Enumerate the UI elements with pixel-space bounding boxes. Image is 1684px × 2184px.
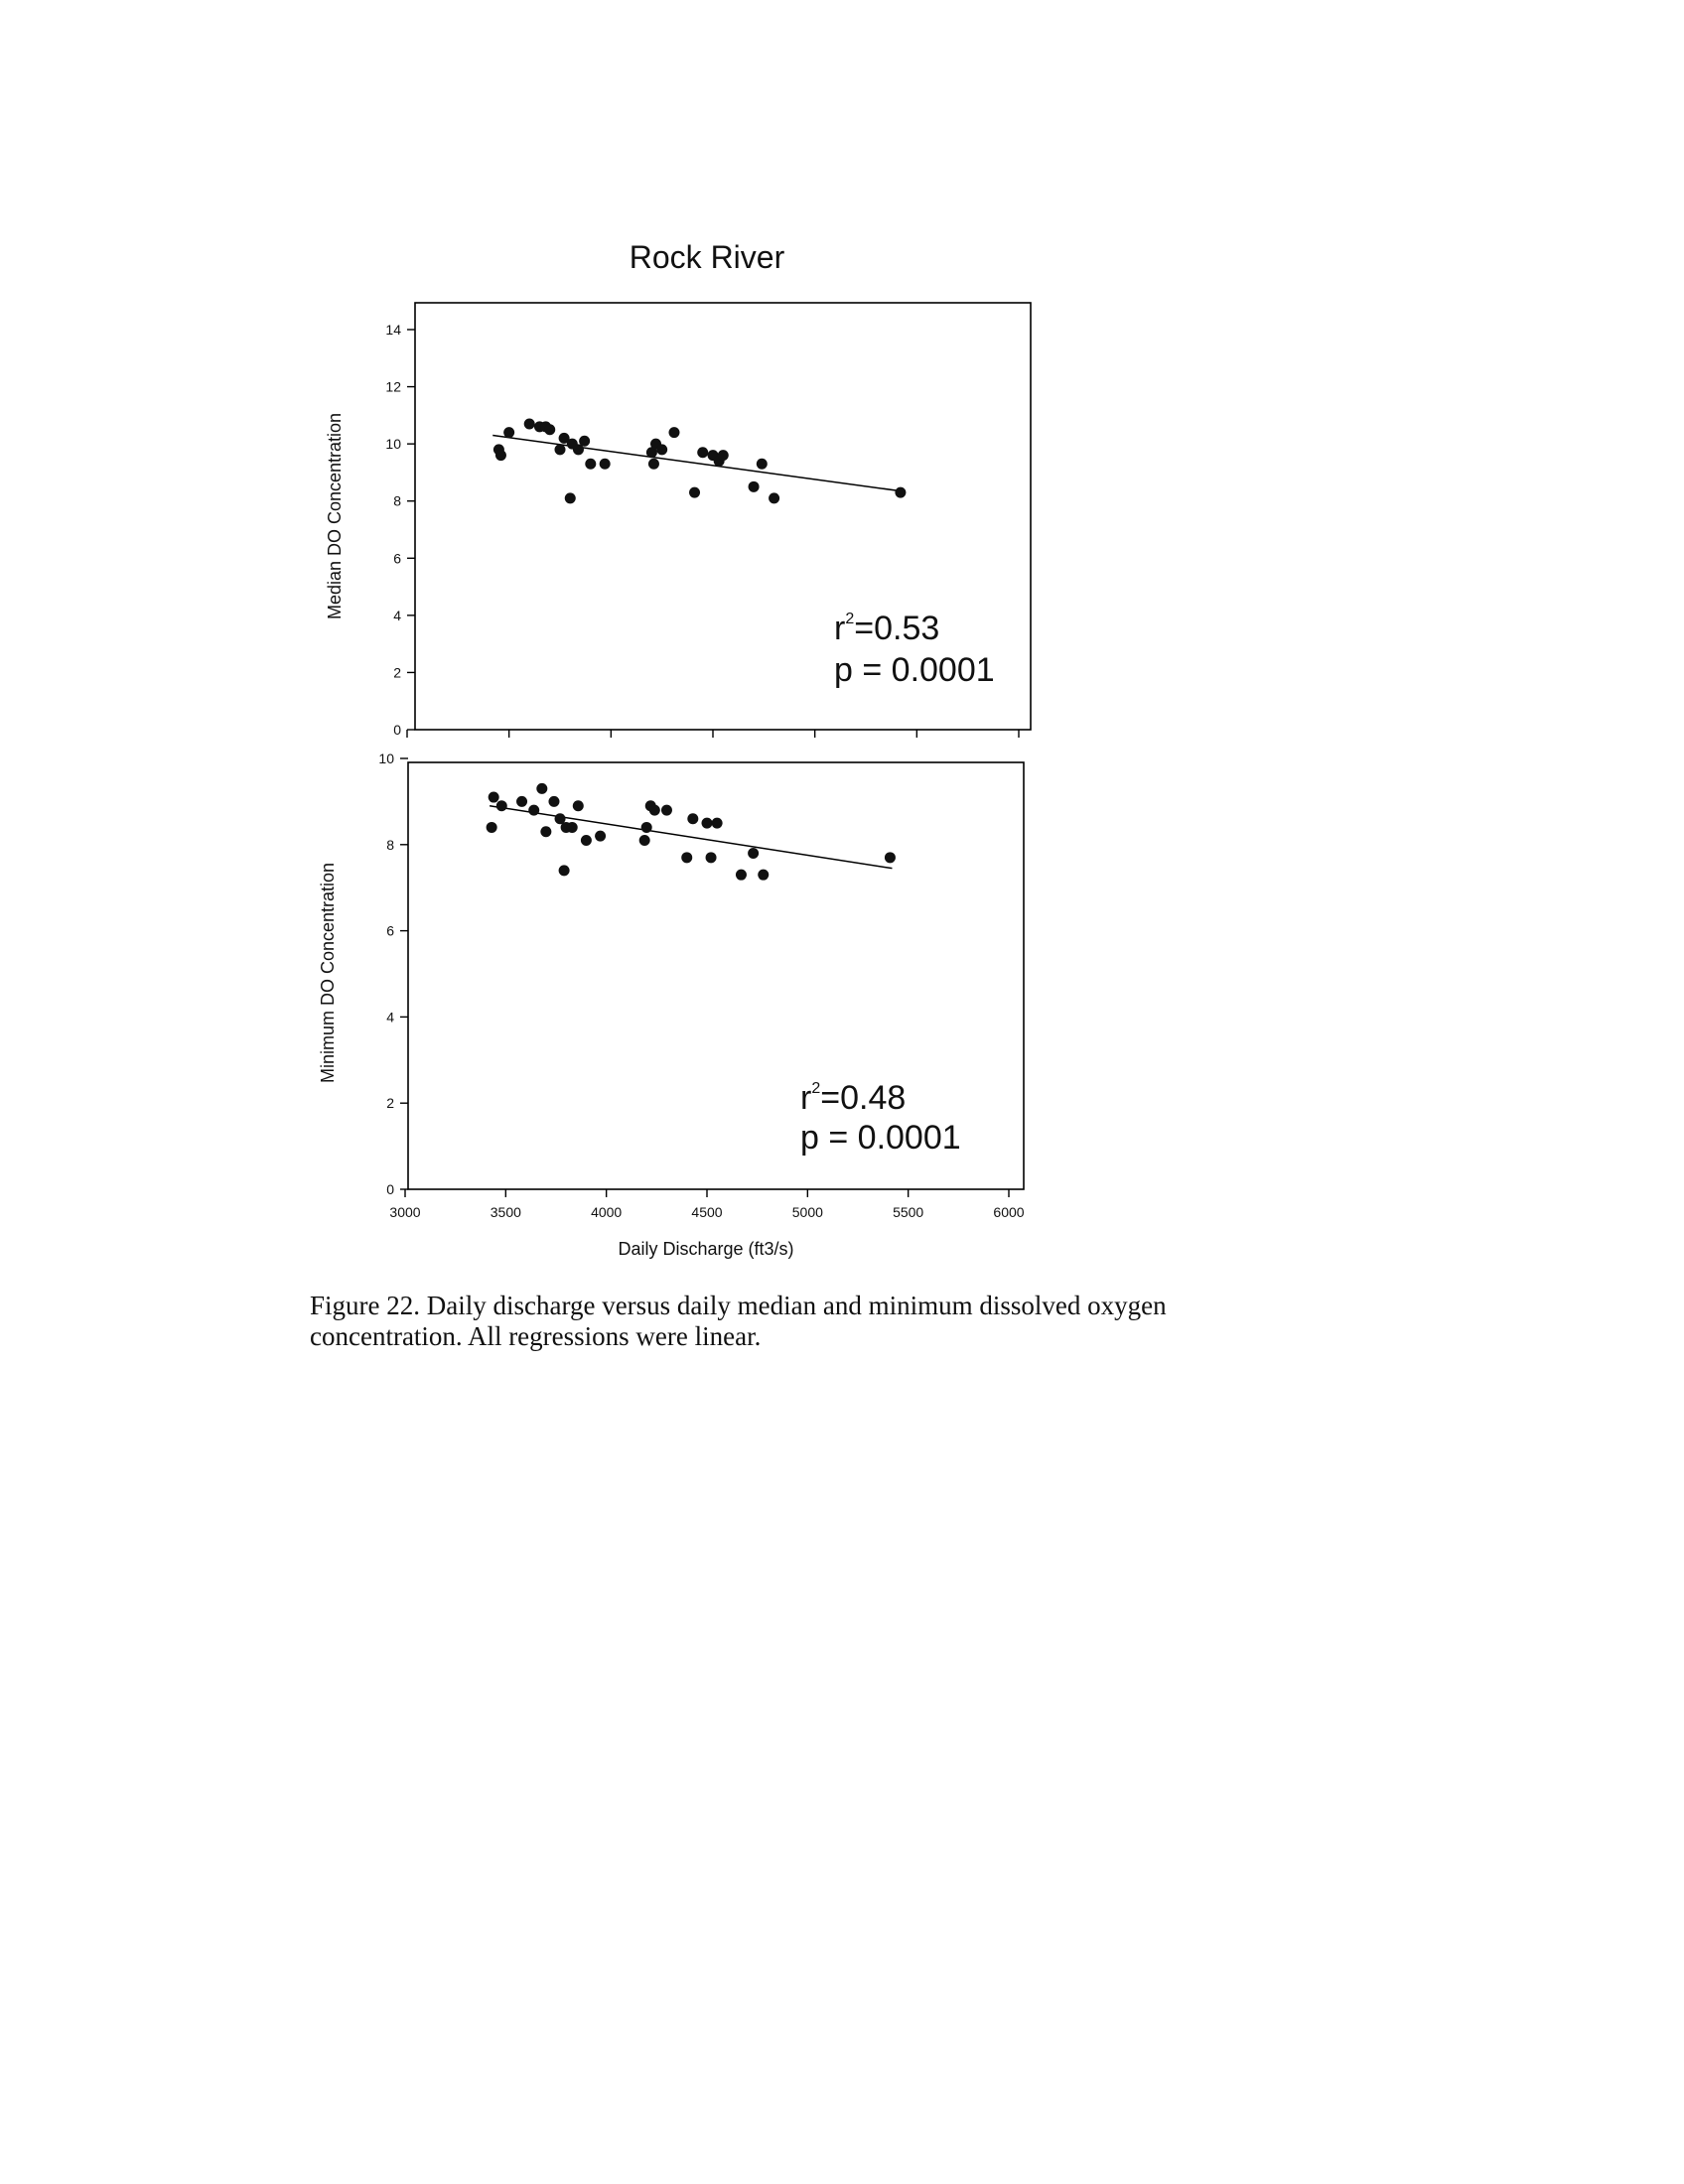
data-point — [600, 459, 611, 470]
data-point — [595, 831, 606, 842]
median-do-panel — [325, 303, 1031, 738]
data-point — [736, 870, 747, 881]
y-tick-label-4: 4 — [386, 1009, 394, 1025]
data-point — [524, 418, 535, 429]
median-points — [493, 418, 907, 503]
data-point — [489, 792, 499, 803]
data-point — [661, 805, 672, 816]
y-tick-label-14: 14 — [385, 322, 401, 338]
y-tick-label-8: 8 — [386, 836, 394, 853]
data-point — [712, 818, 723, 829]
data-point — [503, 427, 514, 438]
data-point — [516, 796, 527, 807]
data-point — [573, 800, 584, 811]
data-point — [579, 436, 590, 447]
x-axis-label: Daily Discharge (ft3/s) — [618, 1239, 794, 1259]
x-tick-label-6000: 6000 — [993, 1204, 1025, 1220]
data-point — [895, 487, 906, 498]
data-point — [681, 852, 692, 863]
y-tick-label-0: 0 — [386, 1181, 394, 1197]
data-point — [544, 424, 555, 435]
data-point — [528, 805, 539, 816]
x-tick-label-4000: 4000 — [591, 1204, 623, 1220]
data-point — [548, 796, 559, 807]
x-tick-label-5500: 5500 — [893, 1204, 924, 1220]
y-tick-label-6: 6 — [393, 550, 401, 567]
data-point — [495, 450, 506, 461]
data-point — [585, 459, 596, 470]
median-x-ticks — [407, 730, 1019, 738]
y-tick-label-2: 2 — [386, 1095, 394, 1112]
caption-line-2: concentration. All regressions were linear. — [310, 1321, 762, 1351]
data-point — [769, 492, 779, 503]
data-point — [540, 826, 551, 837]
data-point — [639, 835, 650, 846]
data-point — [758, 870, 769, 881]
y-tick-label-2: 2 — [393, 664, 401, 681]
minimum-y-ticks — [378, 751, 408, 1197]
chart-title: Rock River — [629, 239, 785, 275]
data-point — [581, 835, 592, 846]
data-point — [697, 447, 708, 458]
minimum-y-axis-label: Minimum DO Concentration — [318, 862, 338, 1084]
data-point — [687, 813, 698, 824]
minimum-r2-annotation: $r^2=0.48$ — [800, 1079, 907, 1117]
figure-caption — [310, 1291, 1342, 1352]
data-point — [555, 444, 566, 455]
x-tick-label-3500: 3500 — [490, 1204, 521, 1220]
median-p-annotation: p = 0.0001 — [834, 651, 995, 689]
minimum-x-ticks — [389, 1189, 1024, 1220]
data-point — [656, 444, 667, 455]
data-point — [706, 852, 717, 863]
minimum-p-annotation: p = 0.0001 — [800, 1119, 961, 1157]
caption-line-1: Figure 22. Daily discharge versus daily median and minimum dissolved oxygen — [310, 1291, 1167, 1320]
median-regression-line — [492, 436, 901, 491]
x-tick-label-4500: 4500 — [691, 1204, 723, 1220]
data-point — [559, 865, 570, 876]
y-tick-label-10: 10 — [385, 436, 401, 453]
data-point — [718, 450, 729, 461]
minimum-do-panel — [318, 751, 1025, 1259]
median-y-axis-label: Median DO Concentration — [325, 412, 345, 620]
data-point — [702, 818, 713, 829]
median-r2-annotation: $r^2=0.53$ — [834, 610, 940, 647]
data-point — [749, 481, 760, 492]
y-tick-label-4: 4 — [393, 607, 401, 623]
data-point — [748, 848, 759, 859]
data-point — [565, 492, 576, 503]
data-point — [487, 822, 497, 833]
data-point — [536, 783, 547, 794]
y-tick-label-12: 12 — [385, 378, 401, 395]
data-point — [648, 459, 659, 470]
minimum-points — [487, 783, 896, 881]
median-y-ticks — [385, 322, 415, 738]
y-tick-label-8: 8 — [393, 492, 401, 509]
x-tick-label-5000: 5000 — [791, 1204, 823, 1220]
data-point — [668, 427, 679, 438]
data-point — [649, 805, 660, 816]
x-tick-label-3000: 3000 — [389, 1204, 421, 1220]
y-tick-label-0: 0 — [393, 722, 401, 738]
y-tick-label-10: 10 — [378, 751, 394, 766]
data-point — [496, 800, 507, 811]
data-point — [757, 459, 768, 470]
data-point — [885, 852, 896, 863]
data-point — [641, 822, 652, 833]
data-point — [567, 822, 578, 833]
y-tick-label-6: 6 — [386, 922, 394, 939]
data-point — [689, 487, 700, 498]
